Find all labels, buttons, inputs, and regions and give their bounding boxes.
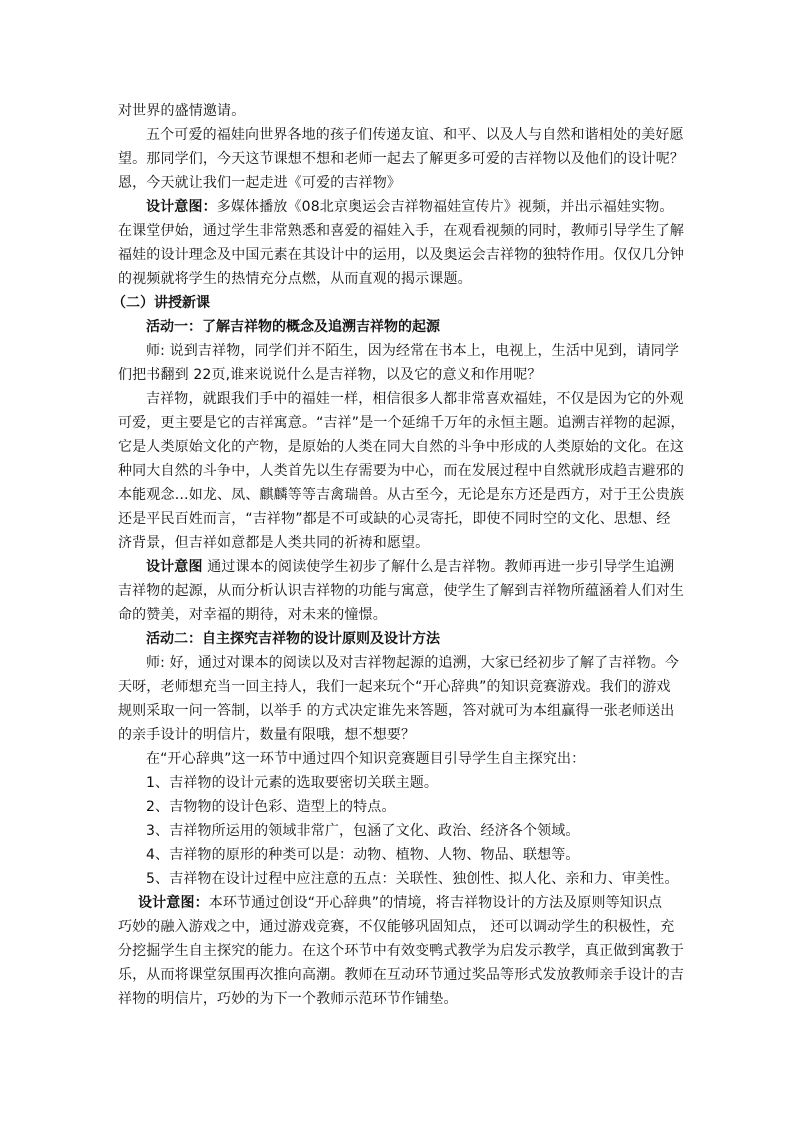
paragraph-line: 它是人类原始文化的产物，是原始的人类在同大自然的斗争中形成的人类原始的文化。在这 xyxy=(118,439,684,455)
design-intent-line: 设计意图：本环节通过创设“开心辞典”的情境，将吉祥物设计的方法及原则等知识点 xyxy=(138,895,663,911)
paragraph-line: 种同大自然的斗争中，人类首先以生存需要为中心，而在发展过程中自然就形成趋吉避邪的 xyxy=(118,463,684,479)
list-item: 5、吉祥物在设计过程中应注意的五点：关联性、独创性、拟人化、亲和力、审美性。 xyxy=(146,871,679,887)
design-intent-label: 设计意图： xyxy=(146,199,217,215)
paragraph-line: 巧妙的融入游戏之中，通过游戏竞赛，不仅能够巩固知点， 还可以调动学生的积极性，充 xyxy=(118,919,675,935)
paragraph-line: 命的赞美，对幸福的期待，对未来的憧憬。 xyxy=(118,607,387,623)
paragraph-line: 恩，今天就让我们一起走进《可爱的吉祥物》 xyxy=(118,175,401,191)
paragraph-line: 规则采取一问一答制，以举手 的方式决定谁先来答题，答对就可为本组赢得一张老师送出 xyxy=(118,703,675,719)
design-intent-line: 设计意图 通过课本的阅读使学生初步了解什么是吉祥物。教师再进一步引导学生追溯 xyxy=(146,559,675,575)
paragraph-line: 分挖掘学生自主探究的能力。在这个环节中有效变鸭式教学为启发示教学，真正做到寓教于 xyxy=(118,943,684,959)
design-intent-label: 设计意图 xyxy=(146,559,203,575)
paragraph-line: 祥物的明信片，巧妙的为下一个教师示范环节作铺垫。 xyxy=(118,991,458,1007)
paragraph-line: 吉祥物，就跟我们手中的福娃一样，相信很多人都非常喜欢福娃，不仅是因为它的外观 xyxy=(146,391,684,407)
paragraph-line: 在课堂伊始，通过学生非常熟悉和喜爱的福娃入手，在观看视频的同时，教师引导学生了解 xyxy=(118,223,684,239)
paragraph-line: 福娃的设计理念及中国元素在其设计中的运用，以及奥运会吉祥物的独特作用。仅仅几分钟 xyxy=(118,247,684,263)
list-item: 4、吉祥物的原形的种类可以是：动物、植物、人物、物品、联想等。 xyxy=(146,847,580,863)
paragraph-line: 们把书翻到 22页,谁来说说什么是吉祥物，以及它的意义和作用呢？ xyxy=(118,367,542,383)
paragraph-line: 师: 好，通过对课本的阅读以及对吉祥物起源的追溯，大家已经初步了解了吉祥物。今 xyxy=(146,655,680,671)
paragraph-line: 天呀，老师想充当一回主持人，我们一起来玩个“开心辞典”的知识竞赛游戏。我们的游戏 xyxy=(118,679,671,695)
paragraph-line: 乐，从而将课堂氛围再次推向高潮。教师在互动环节通过奖品等形式发放教师亲手设计的吉 xyxy=(118,967,684,983)
paragraph-line: 五个可爱的福娃向世界各地的孩子们传递友谊、和平、以及人与自然和谐相处的美好愿 xyxy=(146,127,684,143)
paragraph-line: 在“开心辞典”这一环节中通过四个知识竞赛题目引导学生自主探究出： xyxy=(146,751,586,767)
paragraph-line: 对世界的盛情邀请。 xyxy=(118,103,246,119)
design-intent-label: 设计意图： xyxy=(138,895,209,911)
activity-one-heading: 活动一：了解吉祥物的概念及追溯吉祥物的起源 xyxy=(146,319,440,335)
paragraph-line: 本能观念…如龙、凤、麒麟等等吉禽瑞兽。从古至今，无论是东方还是西方，对于王公贵族 xyxy=(118,487,684,503)
list-item: 3、吉祥物所运用的领域非常广，包涵了文化、政治、经济各个领域。 xyxy=(146,823,580,839)
list-item: 1、吉祥物的设计元素的选取要密切关联主题。 xyxy=(146,775,439,791)
paragraph-line: 吉祥物的起源，从而分析认识吉祥物的功能与寓意，使学生了解到吉祥物所蕴涵着人们对生 xyxy=(118,583,684,599)
paragraph-line: 的亲手设计的明信片，数量有限哦，想不想要？ xyxy=(118,727,416,743)
paragraph-line: 的视频就将学生的热情充分点燃，从而直观的揭示课题。 xyxy=(118,271,472,287)
activity-two-heading: 活动二：自主探究吉祥物的设计原则及设计方法 xyxy=(146,631,440,647)
paragraph-line: 望。那同学们，今天这节课想不想和老师一起去了解更多可爱的吉祥物以及他们的设计呢？ xyxy=(118,151,684,167)
list-item: 2、吉物物的设计色彩、造型上的特点。 xyxy=(146,799,396,815)
section-heading: （二）讲授新课 xyxy=(112,295,210,311)
paragraph-line: 师: 说到吉祥物，同学们并不陌生，因为经常在书本上，电视上，生活中见到，请同学 xyxy=(146,343,680,359)
paragraph-line: 还是平民百姓而言，“吉祥物”都是不可或缺的心灵寄托，即使不同时空的文化、思想、经 xyxy=(118,511,671,527)
paragraph-line: 可爱，更主要是它的吉祥寓意。“吉祥”是一个延绵千万年的永恒主题。追溯吉祥物的起源， xyxy=(118,415,685,431)
design-intent-line: 设计意图：多媒体播放《08北京奥运会吉祥物福娃宣传片》视频，并出示福娃实物。 xyxy=(146,199,674,215)
paragraph-line: 济背景，但吉祥如意都是人类共同的祈祷和愿望。 xyxy=(118,535,430,551)
